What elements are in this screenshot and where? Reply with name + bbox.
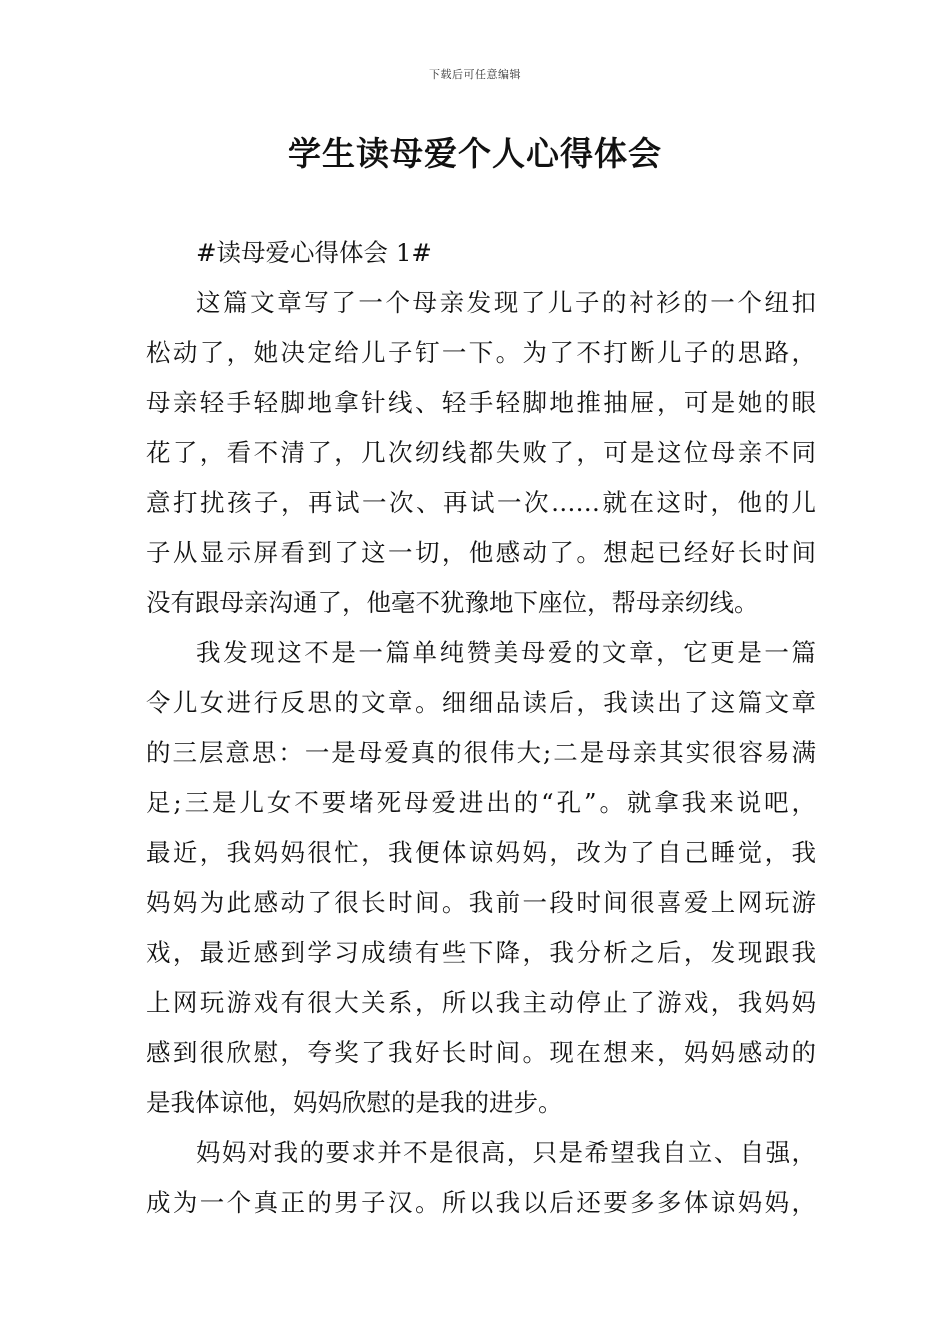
document-body [146,228,816,1228]
paragraph-line: 母亲轻手轻脚地拿针线、轻手轻脚地推抽屉，可是她的眼 [146,388,816,417]
paragraph-line: 这篇文章写了一个母亲发现了儿子的衬衫的一个纽扣 [196,288,816,317]
paragraph-line: 上网玩游戏有很大关系，所以我主动停止了游戏，我妈妈 [146,988,816,1017]
paragraph-line: 松动了，她决定给儿子钉一下。为了不打断儿子的思路， [146,338,816,367]
paragraph-line: 戏，最近感到学习成绩有些下降，我分析之后，发现跟我 [146,938,816,967]
paragraph-line: 成为一个真正的男子汉。所以我以后还要多多体谅妈妈， [146,1188,816,1217]
header-note: 下载后可任意编辑 [429,68,521,81]
paragraph-line: 妈妈对我的要求并不是很高，只是希望我自立、自强， [196,1138,816,1167]
document-title: 学生读母爱个人心得体会 [288,134,662,173]
paragraph-line: 最近，我妈妈很忙，我便体谅妈妈，改为了自己睡觉，我 [146,838,816,867]
paragraph-line: 花了，看不清了，几次纫线都失败了，可是这位母亲不同 [146,438,816,467]
paragraph-line: 妈妈为此感动了很长时间。我前一段时间很喜爱上网玩游 [146,888,816,917]
paragraph-line: 我发现这不是一篇单纯赞美母爱的文章，它更是一篇 [196,638,816,667]
section-subheading: #读母爱心得体会 1# [196,238,432,267]
paragraph-line: 子从显示屏看到了这一切，他感动了。想起已经好长时间 [146,538,816,567]
paragraph-line: 足;三是儿女不要堵死母爱进出的“孔”。就拿我来说吧， [146,788,816,817]
paragraph-line: 的三层意思：一是母爱真的很伟大;二是母亲其实很容易满 [146,738,816,767]
paragraph-line: 没有跟母亲沟通了，他毫不犹豫地下座位，帮母亲纫线。 [146,588,759,617]
paragraph-line: 感到很欣慰，夸奖了我好长时间。现在想来，妈妈感动的 [146,1038,816,1067]
paragraph-line: 令儿女进行反思的文章。细细品读后，我读出了这篇文章 [146,688,816,717]
paragraph-line: 是我体谅他，妈妈欣慰的是我的进步。 [146,1088,563,1117]
paragraph-line: 意打扰孩子，再试一次、再试一次……就在这时，他的儿 [146,488,816,517]
